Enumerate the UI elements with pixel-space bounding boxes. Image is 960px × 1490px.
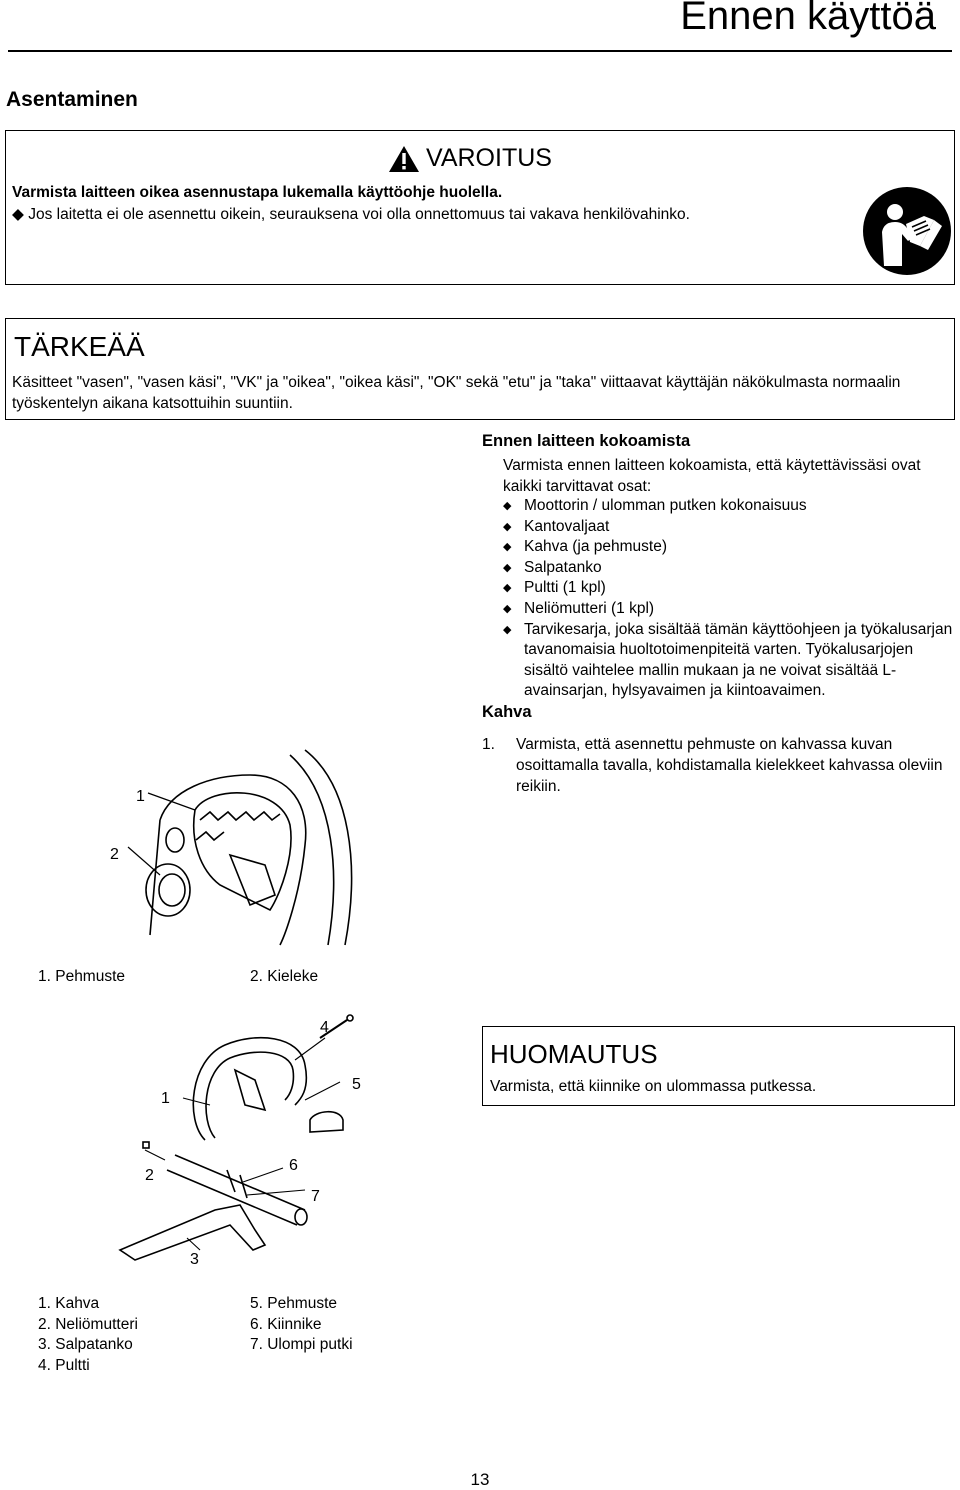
list-item: ◆ Kahva (ja pehmuste): [503, 537, 958, 558]
prep-heading: Ennen laitteen kokoamista: [482, 432, 691, 450]
figure-label: 1: [136, 788, 145, 805]
handle-heading: Kahva: [482, 703, 532, 721]
figure-label: 1: [161, 1090, 170, 1107]
header-rule: [8, 50, 952, 52]
bullet-icon: ◆: [503, 561, 512, 574]
bullet-icon: ◆: [503, 520, 512, 533]
figure-label: 2: [145, 1167, 154, 1184]
warning-text-bold: Varmista laitteen oikea asennustapa lukemalla käyttöohje huolella.: [12, 184, 503, 201]
legend-item: 2. Neliömutteri: [38, 1315, 138, 1333]
notice-title: HUOMAUTUS: [490, 1039, 658, 1069]
page-header-title: Ennen käyttöä: [680, 0, 936, 38]
figure-assembly: [115, 1010, 375, 1280]
important-text: Käsitteet "vasen", "vasen käsi", "VK" ja "oikea", "oikea käsi", "OK" sekä "etu" ja "taka" viittaavat käyttäjän näkökulmasta normaalin työskentelyn aikana katsottuihin suuntiin.: [12, 374, 901, 412]
figure-legend-right: [250, 1294, 353, 1356]
legend-item: 6. Kiinnike: [250, 1315, 322, 1333]
parts-list: [503, 496, 958, 702]
bullet-icon: ◆: [503, 623, 512, 636]
bullet-icon: ◆: [503, 500, 512, 512]
step-text: Varmista, että asennettu pehmuste on kahvassa kuvan osoittamalla tavalla, kohdistamalla kielekkeet kahvassa oleviin reikiin.: [516, 736, 943, 795]
diamond-bullet-icon: ◆: [12, 206, 24, 223]
legend-item: 1. Kahva: [38, 1295, 100, 1312]
warning-heading: [388, 144, 552, 173]
step-number: 1.: [482, 736, 495, 753]
read-manual-icon: [862, 186, 952, 276]
step-item: [482, 734, 952, 797]
figure-label: 3: [190, 1251, 199, 1268]
legend-item: 5. Pehmuste: [250, 1295, 338, 1312]
warning-text-body: Jos laitetta ei ole asennettu oikein, seurauksena voi olla onnettomuus tai vakava henkilövahinko.: [28, 206, 690, 223]
list-item: ◆ Salpatanko: [503, 558, 958, 579]
bullet-icon: ◆: [503, 541, 512, 554]
figure-handle-cushion: [100, 745, 370, 950]
figure-caption: 1. Pehmuste: [38, 968, 126, 985]
bullet-icon: ◆: [503, 602, 512, 615]
legend-item: 7. Ulompi putki: [250, 1336, 353, 1354]
list-item: ◆ Tarvikesarja, joka sisältää tämän käyttöohjeen ja työkalusarjan tavanomaisia huoltotoimenpiteitä varten. Työkalusarjojen sisältö vaihtelee mallin mukaan ja ne voivat sisältää L-avainsarjan, hylsyavaimen ja kiintoavaimen.: [503, 620, 953, 700]
figure-label: 7: [311, 1188, 320, 1205]
figure-caption: 2. Kieleke: [250, 968, 319, 985]
list-item: ◆ Kantovaljaat: [503, 517, 958, 538]
figure-label: 4: [320, 1019, 329, 1036]
figure-legend-left: [38, 1294, 138, 1376]
warning-triangle-icon: [388, 145, 420, 173]
legend-item: 3. Salpatanko: [38, 1336, 133, 1354]
notice-text: Varmista, että kiinnike on ulommassa putkessa.: [490, 1078, 817, 1095]
legend-item: 4. Pultti: [38, 1356, 90, 1374]
list-item: ◆ Pultti (1 kpl): [503, 578, 958, 599]
figure-label: 6: [289, 1157, 298, 1174]
important-title: TÄRKEÄÄ: [14, 331, 145, 362]
warning-heading-text: VAROITUS: [426, 144, 552, 172]
list-item: ◆ Neliömutteri (1 kpl): [503, 599, 958, 620]
prep-intro: Varmista ennen laitteen kokoamista, että käytettävissäsi ovat kaikki tarvittavat osat:: [503, 457, 921, 495]
warning-text: [12, 205, 690, 224]
list-item: ◆ Moottorin / ulomman putken kokonaisuus: [503, 496, 958, 517]
figure-label: 2: [110, 846, 119, 863]
bullet-icon: ◆: [503, 582, 512, 595]
figure-label: 5: [352, 1076, 361, 1093]
section-title: Asentaminen: [6, 88, 138, 111]
page-number: 13: [470, 1470, 490, 1489]
